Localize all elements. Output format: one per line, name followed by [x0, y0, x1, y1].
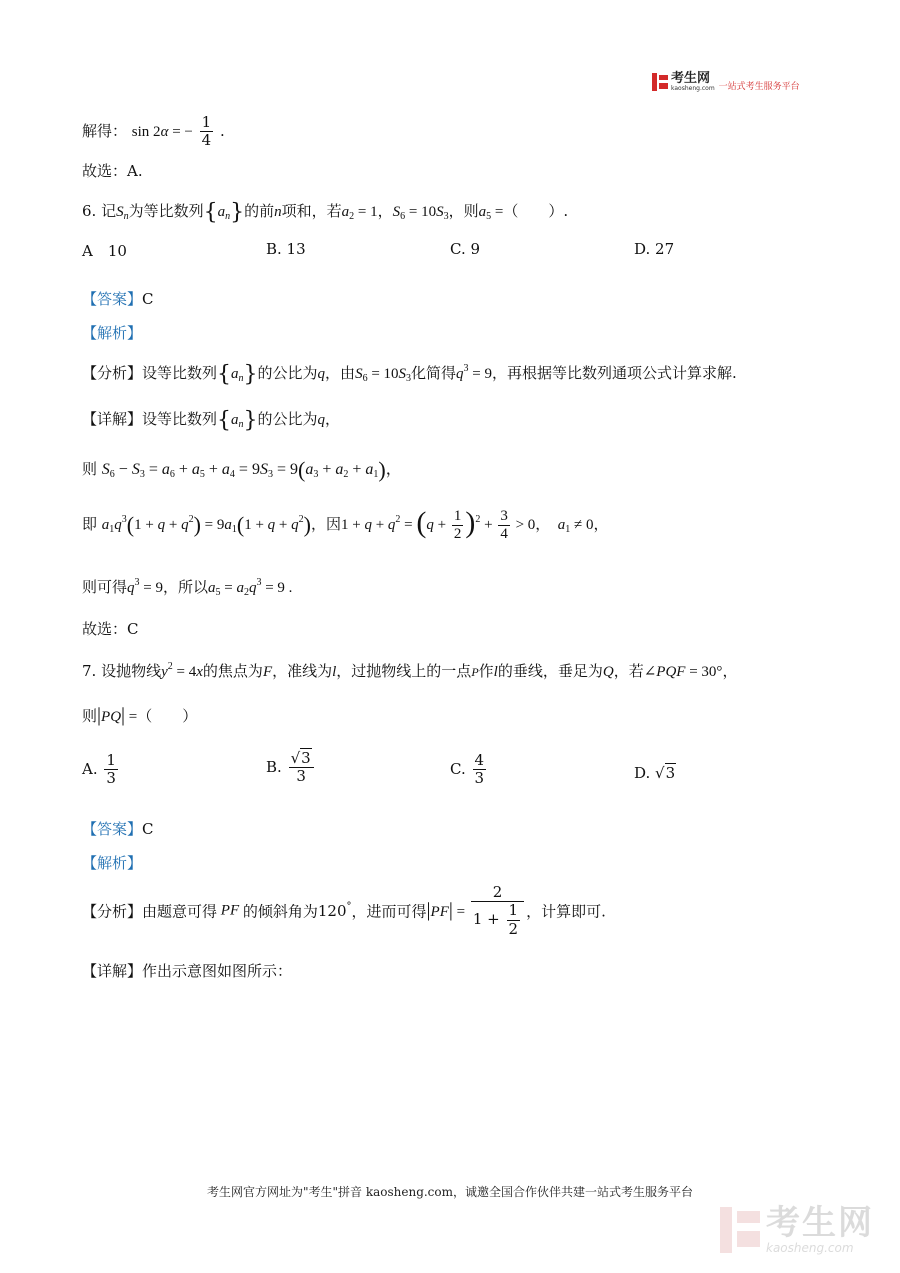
- q6-option-a: A 10: [82, 242, 127, 260]
- q7-analysis-label: 【解析】: [82, 854, 143, 872]
- q6-fenxi: 【分析】设等比数列$\{a_n\}$的公比为q，由$S_6 = 10S_3$化简得$q^3 = 9$，再根据等比数列通项公式计算求解.: [82, 362, 737, 387]
- watermark-name: 考生网: [766, 1203, 874, 1243]
- q7-option-a: A. $\frac{1}{3}$: [82, 751, 116, 788]
- solve-fraction: $\frac{1}{4}$: [201, 113, 212, 150]
- solve-line: 解得： sin 2α = − $\frac{1}{4}$ .: [82, 113, 225, 150]
- q7-answer: 【答案】C: [82, 820, 154, 838]
- logo-domain: kaosheng.com: [671, 85, 715, 92]
- q6-option-b: B. 13: [266, 240, 306, 258]
- q7-stem: 7. 设抛物线$y^2 = 4x$的焦点为F，准线为l，过抛物线上的一点P作l的垂线，垂足为Q，若∠PQF = 30°，: [82, 661, 738, 680]
- q6-choose: 故选：C: [82, 620, 139, 638]
- solve-expression: sin 2α = −: [131, 123, 193, 140]
- q7-fenxi: 【分析】由题意可得 PF 的倾斜角为120°，进而可得|PF| = 2 1 + $\frac{1}{2}$ ，计算即可.: [82, 883, 606, 938]
- q7-stem-2: 则|PQ| =（ ）: [82, 704, 198, 726]
- intro-choose: 故选：A.: [82, 162, 143, 180]
- header-logo: [652, 72, 800, 92]
- q6-step1: 则 $S_6 - S_3 = a_6 + a_5 + a_4 = 9S_3 = 9(a_3 + a_2 + a_1)$，: [82, 457, 402, 482]
- solve-label: 解得：: [82, 121, 128, 140]
- logo-slogan: 一站式考生服务平台: [718, 81, 800, 92]
- q6-step2: 即 $a_1q^3(1 + q + q^2) = 9a_1(1 + q + q^2)$，因$1 + q + q^2 = (q$ + $\frac{1}{2}$ )$^2$ + $\frac{3}{4}$ > 0， $a_1 \ne 0$，: [82, 506, 609, 543]
- watermark-icon: [720, 1207, 760, 1253]
- q7-xiangjie: 【详解】作出示意图如图所示：: [82, 962, 293, 980]
- q7-option-b: B. $\frac{√3}{3}$: [266, 750, 316, 786]
- watermark-logo: [720, 1203, 874, 1255]
- watermark-domain: kaosheng.com: [766, 1241, 854, 1255]
- q6-option-c: C. 9: [450, 240, 481, 258]
- footer-text: 考生网官方网址为"考生"拼音 kaosheng.com，诚邀全国合作伙伴共建一站式考生服务平台: [206, 1185, 694, 1199]
- q6-xiangjie: 【详解】设等比数列$\{a_n\}$的公比为q，: [82, 408, 341, 433]
- q6-analysis-label: 【解析】: [82, 324, 143, 342]
- q6-step3: 则可得$q^3 = 9$，所以$a_5 = a_2q^3 = 9$ .: [82, 577, 293, 598]
- q7-option-c: C. $\frac{4}{3}$: [450, 751, 485, 788]
- q6-answer: 【答案】C: [82, 290, 154, 308]
- q7-option-d: D. √3: [634, 764, 676, 782]
- logo-icon: [652, 73, 668, 91]
- q6-option-d: D. 27: [634, 240, 675, 258]
- logo-name: 考生网: [671, 71, 711, 86]
- q6-stem: 6. 记$S_n$为等比数列$\{a_n\}$的前n项和，若$a_2 = 1$，$S_6 = 10S_3$，则$a_5$ =（ ）.: [82, 200, 569, 225]
